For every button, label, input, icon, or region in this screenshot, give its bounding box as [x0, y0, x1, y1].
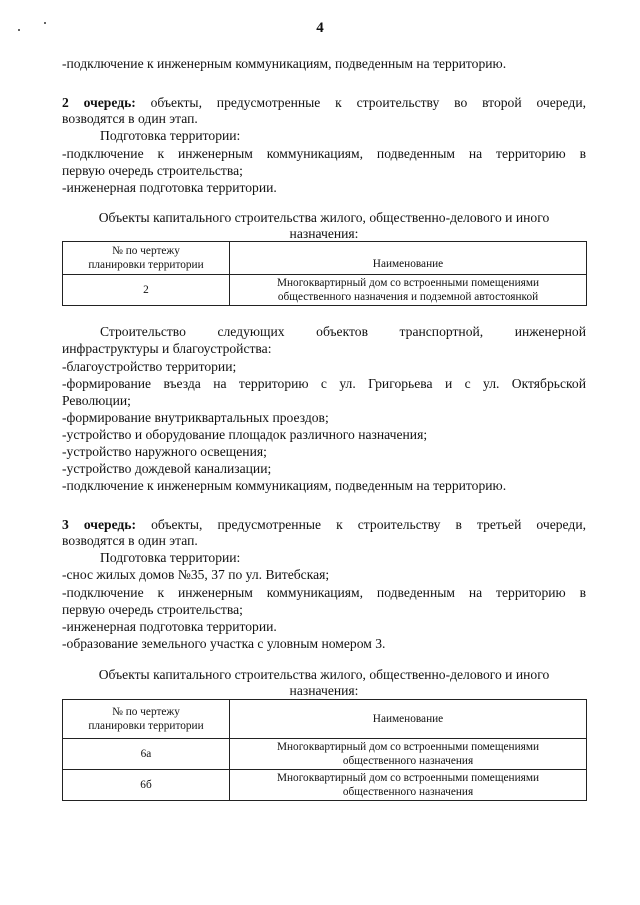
list-item: -снос жилых домов №35, 37 по ул. Витебская; — [62, 567, 330, 582]
list-item: -устройство и оборудование площадок различного назначения; — [62, 427, 428, 442]
table-header-cell: № по чертежу планировки территории — [63, 242, 230, 275]
table-row — [63, 739, 587, 770]
section-2-title: 2 очередь: — [62, 95, 136, 110]
paragraph-line: возводятся в один этап. — [62, 533, 198, 548]
paragraph-line: -подключение к инженерным коммуникациям, подведенным на территорию в — [62, 585, 586, 600]
list-item: -инженерная подготовка территории. — [62, 619, 277, 634]
section-3-heading: 3 очередь: объекты, предусмотренные к строительству в третьей очереди, — [62, 517, 586, 532]
table-2-caption: Объекты капитального строительства жилого, общественно-делового и иного — [98, 667, 550, 682]
table-row — [63, 275, 587, 306]
list-item: -устройство дождевой канализации; — [62, 461, 272, 476]
table-cell: 6б — [63, 770, 230, 801]
section-3-title: 3 очередь: — [62, 517, 137, 532]
paragraph-line: инфраструктуры и благоустройства: — [62, 341, 272, 356]
table-header-cell: Наименование — [230, 700, 587, 739]
paragraph-line: Подготовка территории: — [100, 128, 241, 143]
table-2-caption: назначения: — [289, 683, 359, 698]
table-header-cell: Наименование — [230, 242, 587, 275]
table-cell: Многоквартирный дом со встроенными помещениями общественного назначения — [230, 739, 587, 770]
paragraph-line: первую очередь строительства; — [62, 163, 243, 178]
table-2 — [62, 699, 587, 801]
list-item: Революции; — [62, 393, 131, 408]
table-1 — [62, 241, 587, 306]
paragraph-line: Подготовка территории: — [100, 550, 241, 565]
table-cell: 2 — [63, 275, 230, 306]
page-number: 4 — [316, 20, 324, 36]
paragraph-line: Строительство следующих объектов транспортной, инженерной — [100, 324, 586, 339]
paragraph-line: -подключение к инженерным коммуникациям, подведенным на территорию в — [62, 146, 586, 161]
table-cell: Многоквартирный дом со встроенными помещениями общественного назначения и подземной автостоянкой — [230, 275, 587, 306]
table-cell: Многоквартирный дом со встроенными помещениями общественного назначения — [230, 770, 587, 801]
list-item: -благоустройство территории; — [62, 359, 237, 374]
paragraph-line: -инженерная подготовка территории. — [62, 180, 277, 195]
table-1-caption: Объекты капитального строительства жилого, общественно-делового и иного — [98, 210, 550, 225]
list-item: -образование земельного участка с уловным номером 3. — [62, 636, 386, 651]
section-2-heading: 2 очередь: объекты, предусмотренные к строительству во второй очереди, — [62, 95, 586, 110]
table-row — [63, 770, 587, 801]
table-cell: 6а — [63, 739, 230, 770]
paragraph-line: -подключение к инженерным коммуникациям, подведенным на территорию. — [62, 56, 507, 71]
table-1-caption: назначения: — [289, 226, 359, 241]
table-header-row — [63, 700, 587, 739]
list-item: -формирование внутриквартальных проездов; — [62, 410, 329, 425]
list-item: -устройство наружного освещения; — [62, 444, 267, 459]
paragraph-line: возводятся в один этап. — [62, 111, 198, 126]
table-header-cell: № по чертежу планировки территории — [63, 700, 230, 739]
list-item: -формирование въезда на территорию с ул. Григорьева и с ул. Октябрьской — [62, 376, 586, 391]
paragraph-line: первую очередь строительства; — [62, 602, 243, 617]
table-header-row — [63, 242, 587, 275]
list-item: -подключение к инженерным коммуникациям, подведенным на территорию. — [62, 478, 507, 493]
